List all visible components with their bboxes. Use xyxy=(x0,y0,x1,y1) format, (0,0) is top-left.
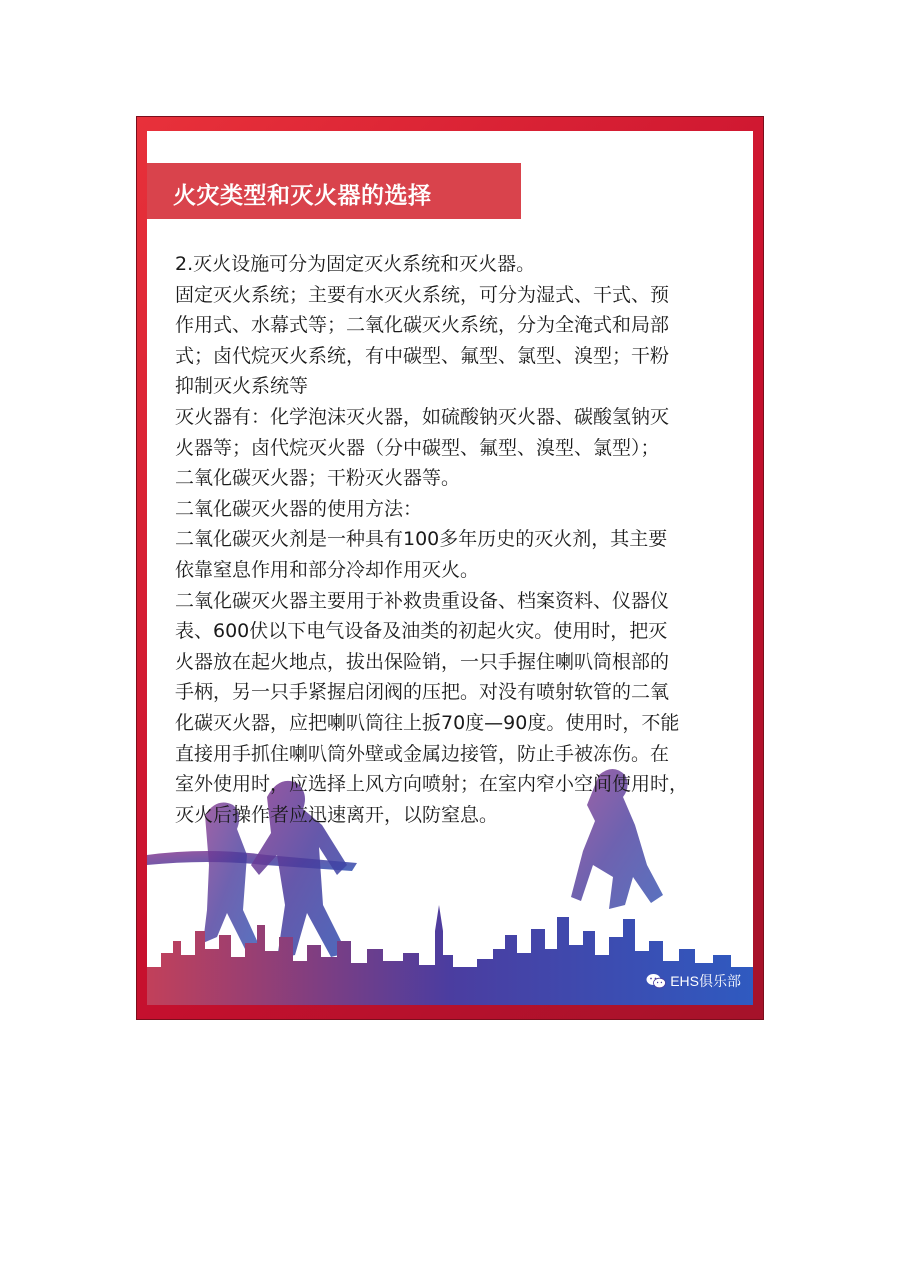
poster-frame xyxy=(136,116,764,1020)
paragraph: 二氧化碳灭火器的使用方法： xyxy=(175,497,423,520)
poster-title: 火灾类型和灭火器的选择 xyxy=(173,183,432,209)
watermark xyxy=(646,971,741,991)
poster-body xyxy=(175,249,735,830)
paragraph: 固定灭火系统；主要有水灭火系统，可分为湿式、干式、预 作用式、水幕式等；二氧化碳灭火系统，分为全淹式和局部 式；卤代烷灭火系统，有中碳型、氟型、氯型、溴型；干粉 抑制灭火系统等 xyxy=(175,283,670,398)
paragraph: 灭火器有：化学泡沫灭火器，如硫酸钠灭火器、碳酸氢钠灭 火器等；卤代烷灭火器（分中碳型、氟型、溴型、氯型）； 二氧化碳灭火器；干粉灭火器等。 xyxy=(175,405,670,490)
paragraph: 二氧化碳灭火器主要用于补救贵重设备、档案资料、仪器仪 表、600伏以下电气设备及油类的初起火灾。使用时，把灭 火器放在起火地点，拔出保险销，一只手握住喇叭筒根部的 手柄，另一只手紧握启闭阀的压把。对没有喷射软管的二氧 化碳灭火器，应把喇叭筒往上扳70度—90度。使用时，不能 直接用手抓住喇叭筒外壁或金属边接管，防止手被冻伤。在 室外使用时，应选择上风方向喷射；在室内窄小空间使用时， 灭火后操作者应迅速离开，以防窒息。 xyxy=(175,589,689,826)
title-banner xyxy=(147,163,521,219)
wechat-icon xyxy=(646,973,666,989)
paragraph: 2.灭火设施可分为固定灭火系统和灭火器。 xyxy=(175,253,536,275)
paragraph: 二氧化碳灭火剂是一种具有100多年历史的灭火剂，其主要 依靠窒息作用和部分冷却作用灭火。 xyxy=(175,528,668,581)
poster-panel xyxy=(147,131,753,1005)
watermark-text: EHS俱乐部 xyxy=(670,973,741,989)
